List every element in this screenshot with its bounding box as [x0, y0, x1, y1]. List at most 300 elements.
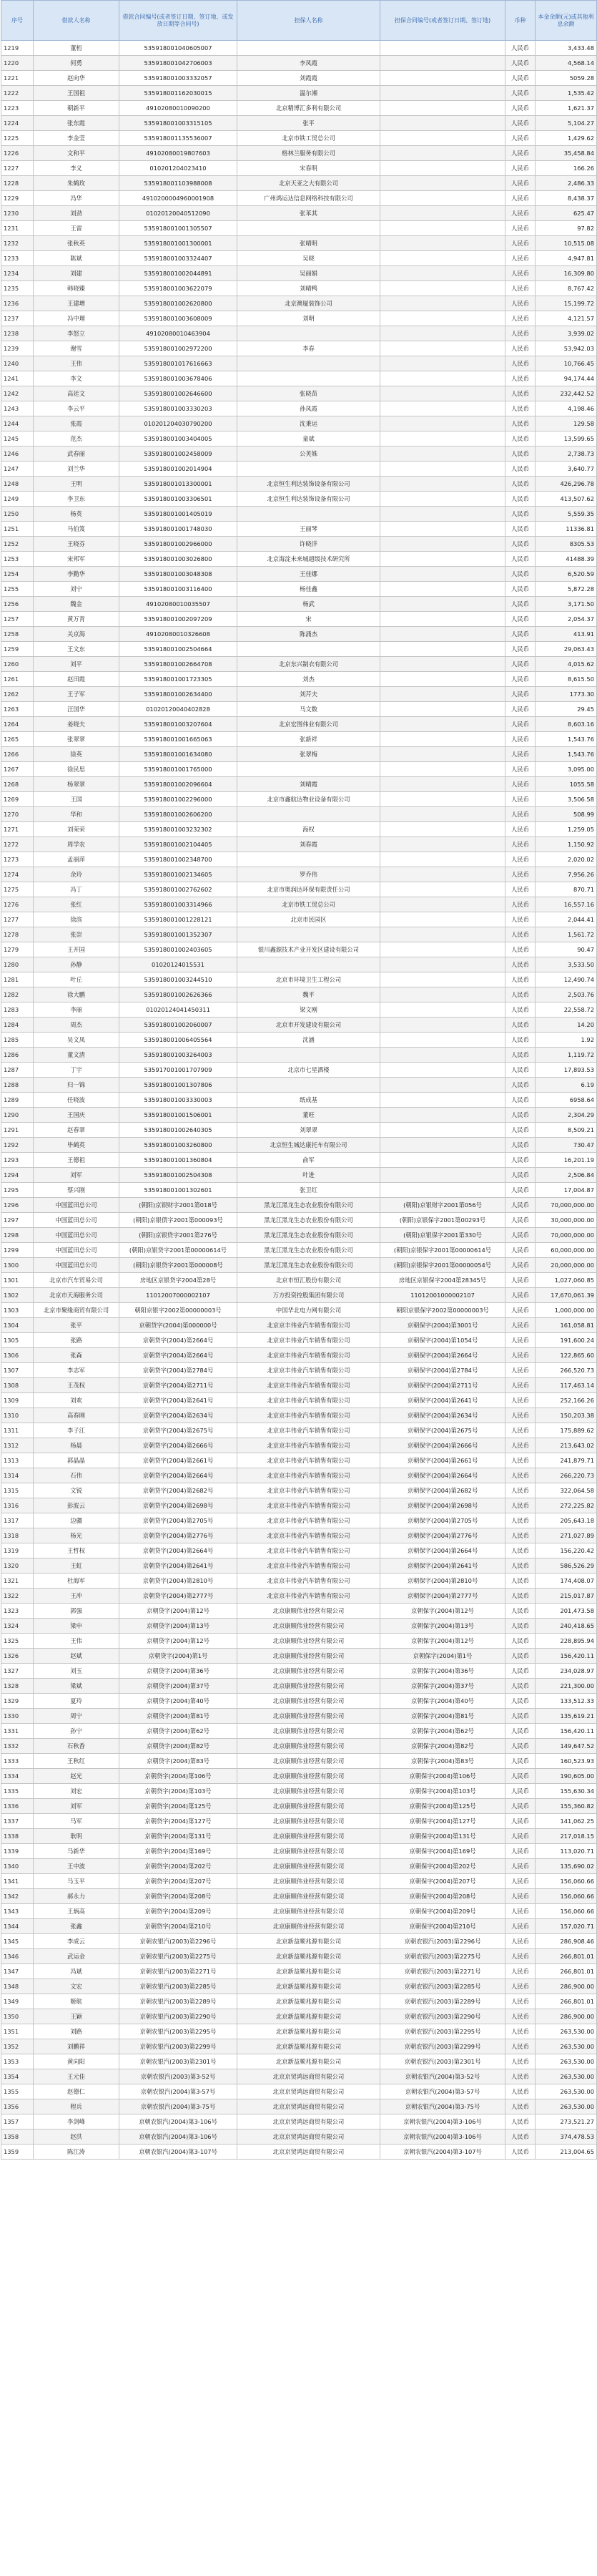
- cell-balance: 16,309.80: [536, 266, 597, 281]
- cell-balance: 8,509.21: [536, 1123, 597, 1138]
- cell-guarantee-contract: [380, 266, 505, 281]
- cell-guarantee-contract: [380, 236, 505, 251]
- cell-loan-contract: 535918001001723305: [119, 672, 237, 687]
- cell-guarantee-contract: 京朝保字(2004)第2664号: [380, 1468, 505, 1483]
- cell-guarantee-contract: 京朝保字(2004)第12号: [380, 1604, 505, 1619]
- cell-loan-contract: 京朝贷字(2004)第2810号: [119, 1574, 237, 1589]
- cell-loan-contract: (朝阳)京银贷字2001第000008号: [119, 1258, 237, 1273]
- table-body: [1, 41, 597, 2160]
- cell-serial: 1224: [1, 116, 34, 131]
- cell-guarantee-contract: [380, 221, 505, 236]
- cell-currency: 人民币: [505, 2145, 536, 2160]
- cell-balance: 22,558.72: [536, 1002, 597, 1018]
- cell-borrower: 孙静: [34, 957, 119, 972]
- cell-guarantee-contract: [380, 1153, 505, 1168]
- cell-serial: 1349: [1, 1994, 34, 2009]
- cell-loan-contract: 535918001002504664: [119, 642, 237, 657]
- cell-borrower: 刘劲: [34, 206, 119, 221]
- cell-currency: 人民币: [505, 1468, 536, 1483]
- cell-borrower: 刘宁: [34, 582, 119, 597]
- cell-loan-contract: 535918001042706003: [119, 56, 237, 71]
- cell-currency: 人民币: [505, 657, 536, 672]
- cell-balance: 11336.81: [536, 522, 597, 537]
- cell-guarantee-contract: 京朝保字(2004)第1054号: [380, 1333, 505, 1348]
- cell-borrower: 郝永力: [34, 1889, 119, 1904]
- cell-balance: 29.45: [536, 702, 597, 717]
- cell-currency: 人民币: [505, 1108, 536, 1123]
- cell-loan-contract: 535918001002044891: [119, 266, 237, 281]
- cell-serial: 1326: [1, 1649, 34, 1664]
- table-row: [1, 792, 597, 807]
- cell-balance: 263,530.00: [536, 2039, 597, 2054]
- cell-serial: 1295: [1, 1183, 34, 1198]
- cell-balance: 20,000,000.00: [536, 1258, 597, 1273]
- cell-serial: 1348: [1, 1979, 34, 1994]
- cell-currency: 人民币: [505, 567, 536, 582]
- cell-guarantee-contract: 京朝保字(2004)第2634号: [380, 1408, 505, 1423]
- cell-borrower: 王建增: [34, 296, 119, 311]
- cell-balance: 17,670,061.39: [536, 1288, 597, 1303]
- cell-balance: 263,530.00: [536, 2069, 597, 2084]
- cell-guarantee-contract: [380, 86, 505, 101]
- cell-loan-contract: 京朝贷字(2004)第125号: [119, 1799, 237, 1814]
- cell-serial: 1274: [1, 867, 34, 882]
- cell-currency: 人民币: [505, 897, 536, 912]
- cell-borrower: 韩晓臻: [34, 281, 119, 296]
- cell-loan-contract: 京朝农银汽(2003)第2295号: [119, 2024, 237, 2039]
- cell-currency: 人民币: [505, 1994, 536, 2009]
- table-row: [1, 2099, 597, 2114]
- cell-loan-contract: 535918001002348700: [119, 852, 237, 867]
- cell-borrower: 杨晨: [34, 1438, 119, 1453]
- cell-guarantor: 沈涵: [237, 1033, 380, 1048]
- cell-currency: 人民币: [505, 927, 536, 942]
- cell-guarantee-contract: 京朝保字(2004)第207号: [380, 1874, 505, 1889]
- cell-currency: 人民币: [505, 236, 536, 251]
- cell-borrower: 张鑫: [34, 1919, 119, 1934]
- cell-guarantor: 张苯其: [237, 206, 380, 221]
- cell-guarantor: 黑龙江黑龙生态农业股份有限公司: [237, 1213, 380, 1228]
- cell-guarantee-contract: [380, 777, 505, 792]
- cell-serial: 1276: [1, 897, 34, 912]
- cell-balance: 166.26: [536, 161, 597, 176]
- cell-serial: 1261: [1, 672, 34, 687]
- cell-currency: 人民币: [505, 1258, 536, 1273]
- table-row: [1, 2039, 597, 2054]
- cell-guarantor: [237, 356, 380, 371]
- cell-serial: 1298: [1, 1228, 34, 1243]
- cell-guarantee-contract: 京朝保字(2004)第2664号: [380, 1543, 505, 1558]
- cell-guarantor: 刘芹夫: [237, 687, 380, 702]
- table-row: [1, 807, 597, 822]
- cell-guarantee-contract: 房地区京银保字2004第28345号: [380, 1273, 505, 1288]
- table-row: [1, 326, 597, 341]
- cell-guarantee-contract: [380, 582, 505, 597]
- cell-currency: 人民币: [505, 1048, 536, 1063]
- cell-borrower: 归一锦: [34, 1078, 119, 1093]
- cell-guarantee-contract: 京朝保字(2004)第103号: [380, 1784, 505, 1799]
- cell-borrower: 刘鹏祥: [34, 2039, 119, 2054]
- cell-serial: 1281: [1, 972, 34, 987]
- cell-currency: 人民币: [505, 552, 536, 567]
- table-row: [1, 567, 597, 582]
- cell-guarantee-contract: 京朝农银汽(2003)第2275号: [380, 1949, 505, 1964]
- cell-currency: 人民币: [505, 882, 536, 897]
- cell-serial: 1280: [1, 957, 34, 972]
- cell-currency: 人民币: [505, 1859, 536, 1874]
- cell-guarantor: 王佳娜: [237, 567, 380, 582]
- table-row: [1, 1709, 597, 1724]
- cell-guarantee-contract: [380, 41, 505, 56]
- cell-currency: 人民币: [505, 672, 536, 687]
- cell-serial: 1267: [1, 762, 34, 777]
- cell-guarantee-contract: [380, 852, 505, 867]
- cell-currency: 人民币: [505, 296, 536, 311]
- cell-loan-contract: 京朝贷字(2004)第62号: [119, 1724, 237, 1739]
- cell-balance: 2,020.02: [536, 852, 597, 867]
- cell-serial: 1311: [1, 1423, 34, 1438]
- cell-currency: 人民币: [505, 1213, 536, 1228]
- cell-loan-contract: (朝阳)京银贷字2001第276号: [119, 1228, 237, 1243]
- cell-borrower: 梁斌: [34, 1679, 119, 1694]
- cell-guarantee-contract: [380, 927, 505, 942]
- cell-currency: 人民币: [505, 191, 536, 206]
- cell-balance: 10,515.08: [536, 236, 597, 251]
- cell-loan-contract: 京朝贷字(2004)第2641号: [119, 1558, 237, 1574]
- cell-borrower: 范杰: [34, 431, 119, 447]
- cell-balance: 374,478.53: [536, 2129, 597, 2145]
- cell-serial: 1297: [1, 1213, 34, 1228]
- cell-guarantee-contract: [380, 987, 505, 1002]
- table-row: [1, 281, 597, 296]
- cell-guarantor: [237, 462, 380, 477]
- cell-currency: 人民币: [505, 1664, 536, 1679]
- cell-guarantor: 格林兰服务有限公司: [237, 146, 380, 161]
- table-row: [1, 1378, 597, 1393]
- header-principal-balance: 本金余额(元)或其他利息余额: [536, 1, 597, 41]
- cell-borrower: 中国蓝田总公司: [34, 1258, 119, 1273]
- cell-serial: 1247: [1, 462, 34, 477]
- cell-guarantor: 李春: [237, 341, 380, 356]
- cell-balance: 10,766.45: [536, 356, 597, 371]
- table-row: [1, 56, 597, 71]
- cell-borrower: 陈斌: [34, 251, 119, 266]
- cell-guarantor: 北京海淀未来城超级技术研究所: [237, 552, 380, 567]
- table-row: [1, 732, 597, 747]
- table-row: [1, 2054, 597, 2069]
- cell-loan-contract: 京朝农银汽(2003)第2299号: [119, 2039, 237, 2054]
- table-row: [1, 116, 597, 131]
- cell-guarantee-contract: [380, 747, 505, 762]
- cell-guarantee-contract: [380, 56, 505, 71]
- cell-currency: 人民币: [505, 311, 536, 326]
- cell-loan-contract: 535918001003244510: [119, 972, 237, 987]
- cell-balance: 191,600.24: [536, 1333, 597, 1348]
- cell-guarantee-contract: [380, 401, 505, 416]
- cell-borrower: 杜海军: [34, 1574, 119, 1589]
- cell-serial: 1269: [1, 792, 34, 807]
- cell-borrower: 姜晓夫: [34, 717, 119, 732]
- cell-borrower: 彭波云: [34, 1498, 119, 1513]
- cell-currency: 人民币: [505, 1318, 536, 1333]
- cell-borrower: 王秋红: [34, 1754, 119, 1769]
- cell-currency: 人民币: [505, 1799, 536, 1814]
- cell-loan-contract: 京朝贷字(2004)第2634号: [119, 1408, 237, 1423]
- table-row: [1, 386, 597, 401]
- cell-borrower: 张东霞: [34, 116, 119, 131]
- cell-guarantor: 北京恒生利达装饰设备有限公司: [237, 492, 380, 507]
- cell-serial: 1285: [1, 1033, 34, 1048]
- cell-loan-contract: 535918001135536007: [119, 131, 237, 146]
- table-row: [1, 1558, 597, 1574]
- cell-balance: 213,004.65: [536, 2145, 597, 2160]
- cell-balance: 4,015.62: [536, 657, 597, 672]
- cell-guarantee-contract: [380, 717, 505, 732]
- cell-serial: 1255: [1, 582, 34, 597]
- cell-guarantor: 沈秉运: [237, 416, 380, 431]
- cell-borrower: 赵光: [34, 1769, 119, 1784]
- cell-currency: 人民币: [505, 1093, 536, 1108]
- cell-guarantee-contract: [380, 161, 505, 176]
- cell-guarantee-contract: 11012001000002107: [380, 1288, 505, 1303]
- table-row: [1, 1844, 597, 1859]
- cell-borrower: 李卫东: [34, 492, 119, 507]
- cell-guarantee-contract: [380, 326, 505, 341]
- cell-serial: 1294: [1, 1168, 34, 1183]
- cell-balance: 426,296.78: [536, 477, 597, 492]
- cell-loan-contract: 京朝贷字(2004)第207号: [119, 1874, 237, 1889]
- cell-guarantor: 张新祥: [237, 732, 380, 747]
- cell-serial: 1337: [1, 1814, 34, 1829]
- loan-table: [1, 0, 597, 2160]
- cell-guarantee-contract: [380, 762, 505, 777]
- cell-loan-contract: 535918001001405019: [119, 507, 237, 522]
- cell-guarantee-contract: [380, 957, 505, 972]
- table-row: [1, 717, 597, 732]
- cell-currency: 人民币: [505, 747, 536, 762]
- cell-guarantee-contract: [380, 1033, 505, 1048]
- cell-currency: 人民币: [505, 582, 536, 597]
- cell-currency: 人民币: [505, 206, 536, 221]
- cell-serial: 1355: [1, 2084, 34, 2099]
- cell-loan-contract: 京朝贷字(2004)第000000号: [119, 1318, 237, 1333]
- cell-currency: 人民币: [505, 1498, 536, 1513]
- cell-serial: 1309: [1, 1393, 34, 1408]
- table-row: [1, 1513, 597, 1528]
- cell-serial: 1288: [1, 1078, 34, 1093]
- cell-borrower: 王明: [34, 477, 119, 492]
- cell-guarantee-contract: [380, 371, 505, 386]
- cell-loan-contract: 535918001002403605: [119, 942, 237, 957]
- cell-serial: 1353: [1, 2054, 34, 2069]
- cell-currency: 人民币: [505, 852, 536, 867]
- cell-loan-contract: 京朝贷字(2004)第2664号: [119, 1348, 237, 1363]
- table-row: [1, 972, 597, 987]
- table-row: [1, 822, 597, 837]
- cell-guarantor: 童斌: [237, 431, 380, 447]
- cell-guarantee-contract: [380, 1183, 505, 1198]
- cell-balance: 156,420.11: [536, 1649, 597, 1664]
- cell-serial: 1313: [1, 1453, 34, 1468]
- cell-serial: 1264: [1, 717, 34, 732]
- cell-guarantor: 北京市开发建设有限公司: [237, 1018, 380, 1033]
- table-row: [1, 1784, 597, 1799]
- cell-borrower: 杨翠翠: [34, 777, 119, 792]
- cell-guarantor: 北京康顺伟业经营有限公司: [237, 1829, 380, 1844]
- cell-guarantor: 魏平: [237, 987, 380, 1002]
- cell-balance: 3,939.02: [536, 326, 597, 341]
- cell-balance: 6,520.59: [536, 567, 597, 582]
- cell-guarantee-contract: 京朝保字(2004)第83号: [380, 1754, 505, 1769]
- table-row: [1, 957, 597, 972]
- cell-guarantor: 北京京贸鸿远商贸有限公司: [237, 2129, 380, 2145]
- cell-borrower: 任晓波: [34, 1093, 119, 1108]
- cell-serial: 1344: [1, 1919, 34, 1934]
- cell-serial: 1310: [1, 1408, 34, 1423]
- table-row: [1, 1318, 597, 1333]
- cell-serial: 1220: [1, 56, 34, 71]
- cell-guarantee-contract: 京朝保字(2004)第2661号: [380, 1453, 505, 1468]
- cell-balance: 135,619.21: [536, 1709, 597, 1724]
- table-row: [1, 852, 597, 867]
- cell-guarantor: 北京京丰伟业汽车销售有限公司: [237, 1453, 380, 1468]
- table-row: [1, 71, 597, 86]
- cell-balance: 1773.30: [536, 687, 597, 702]
- cell-borrower: 石伟: [34, 1468, 119, 1483]
- table-row: [1, 311, 597, 326]
- cell-currency: 人民币: [505, 627, 536, 642]
- cell-loan-contract: 京朝农银汽(2003)第2275号: [119, 1949, 237, 1964]
- cell-serial: 1225: [1, 131, 34, 146]
- table-row: [1, 942, 597, 957]
- cell-guarantee-contract: [380, 522, 505, 537]
- cell-serial: 1322: [1, 1589, 34, 1604]
- cell-borrower: 李怒立: [34, 326, 119, 341]
- cell-loan-contract: 京朝农银汽(2003)第2301号: [119, 2054, 237, 2069]
- cell-currency: 人民币: [505, 987, 536, 1002]
- cell-guarantor: [237, 762, 380, 777]
- table-row: [1, 1002, 597, 1018]
- header-guarantor: 担保人名称: [237, 1, 380, 41]
- cell-balance: 508.99: [536, 807, 597, 822]
- cell-borrower: 王炳高: [34, 1904, 119, 1919]
- cell-borrower: 徐滨: [34, 912, 119, 927]
- cell-currency: 人民币: [505, 507, 536, 522]
- cell-guarantor: 黑龙江黑龙生态农业股份有限公司: [237, 1258, 380, 1273]
- cell-loan-contract: 535918001003314966: [119, 897, 237, 912]
- cell-guarantor: 北京新益顺兆源有限公司: [237, 2024, 380, 2039]
- cell-loan-contract: 京朝农银汽(2004)第3-75号: [119, 2099, 237, 2114]
- cell-currency: 人民币: [505, 2024, 536, 2039]
- cell-serial: 1354: [1, 2069, 34, 2084]
- table-row: [1, 1288, 597, 1303]
- cell-loan-contract: 535918001001748030: [119, 522, 237, 537]
- cell-serial: 1232: [1, 236, 34, 251]
- cell-loan-contract: 535918001002646600: [119, 386, 237, 401]
- cell-serial: 1231: [1, 221, 34, 236]
- cell-balance: 150,203.38: [536, 1408, 597, 1423]
- cell-guarantor: 北京精博汇多利有限公司: [237, 101, 380, 116]
- cell-guarantor: 北京天亚之大有限公司: [237, 176, 380, 191]
- cell-balance: 266,520.73: [536, 1363, 597, 1378]
- cell-loan-contract: 535918001003048308: [119, 567, 237, 582]
- cell-currency: 人民币: [505, 1649, 536, 1664]
- cell-serial: 1335: [1, 1784, 34, 1799]
- table-row: [1, 762, 597, 777]
- cell-borrower: 李子江: [34, 1423, 119, 1438]
- cell-balance: 6.19: [536, 1078, 597, 1093]
- cell-serial: 1242: [1, 386, 34, 401]
- cell-borrower: 张秋英: [34, 236, 119, 251]
- cell-guarantor: 刘杰: [237, 672, 380, 687]
- cell-balance: 266,801.01: [536, 1949, 597, 1964]
- cell-currency: 人民币: [505, 1874, 536, 1889]
- cell-guarantor: 北京京丰伟业汽车销售有限公司: [237, 1468, 380, 1483]
- cell-guarantor: 北京新益顺兆源有限公司: [237, 2054, 380, 2069]
- cell-guarantee-contract: 京朝保字(2004)第82号: [380, 1739, 505, 1754]
- cell-borrower: 刘兰华: [34, 462, 119, 477]
- table-row: [1, 627, 597, 642]
- cell-balance: 8,438.37: [536, 191, 597, 206]
- cell-serial: 1260: [1, 657, 34, 672]
- table-row: [1, 522, 597, 537]
- cell-borrower: 李云平: [34, 401, 119, 416]
- cell-guarantor: 北京京丰伟业汽车销售有限公司: [237, 1589, 380, 1604]
- cell-loan-contract: 49102080010326608: [119, 627, 237, 642]
- cell-guarantor: 北京京贸鸿远商贸有限公司: [237, 2145, 380, 2160]
- cell-serial: 1312: [1, 1438, 34, 1453]
- table-row: [1, 1423, 597, 1438]
- cell-guarantor: 北京康顺伟业经营有限公司: [237, 1649, 380, 1664]
- cell-currency: 人民币: [505, 867, 536, 882]
- cell-loan-contract: 京朝农银汽(2003)第2296号: [119, 1934, 237, 1949]
- cell-balance: 2,044.41: [536, 912, 597, 927]
- cell-balance: 1,561.72: [536, 927, 597, 942]
- cell-borrower: 边疆: [34, 1513, 119, 1528]
- cell-balance: 15,199.72: [536, 296, 597, 311]
- cell-currency: 人民币: [505, 1724, 536, 1739]
- cell-loan-contract: 京朝农银汽(2003)第2290号: [119, 2009, 237, 2024]
- cell-balance: 586,526.29: [536, 1558, 597, 1574]
- cell-borrower: 杨英: [34, 507, 119, 522]
- cell-guarantee-contract: [380, 687, 505, 702]
- table-row: [1, 296, 597, 311]
- cell-serial: 1291: [1, 1123, 34, 1138]
- cell-loan-contract: 535918001002134605: [119, 867, 237, 882]
- table-row: [1, 1874, 597, 1889]
- cell-guarantor: 北京京贸鸿远商贸有限公司: [237, 2084, 380, 2099]
- table-row: [1, 1018, 597, 1033]
- cell-loan-contract: 535918001001228121: [119, 912, 237, 927]
- cell-borrower: 李文: [34, 371, 119, 386]
- cell-borrower: 中国蓝田总公司: [34, 1198, 119, 1213]
- cell-balance: 234,028.97: [536, 1664, 597, 1679]
- cell-borrower: 赵田霞: [34, 672, 119, 687]
- table-row: [1, 1799, 597, 1814]
- cell-currency: 人民币: [505, 1784, 536, 1799]
- cell-currency: 人民币: [505, 176, 536, 191]
- cell-currency: 人民币: [505, 762, 536, 777]
- cell-serial: 1302: [1, 1288, 34, 1303]
- cell-currency: 人民币: [505, 1709, 536, 1724]
- cell-balance: 217,018.15: [536, 1829, 597, 1844]
- cell-guarantor: 北京京丰伟业汽车销售有限公司: [237, 1363, 380, 1378]
- cell-loan-contract: 京朝贷字(2004)第1号: [119, 1649, 237, 1664]
- cell-balance: 241,879.71: [536, 1453, 597, 1468]
- cell-guarantor: 北京康顺伟业经营有限公司: [237, 1739, 380, 1754]
- cell-guarantor: 公英姝: [237, 447, 380, 462]
- cell-currency: 人民币: [505, 116, 536, 131]
